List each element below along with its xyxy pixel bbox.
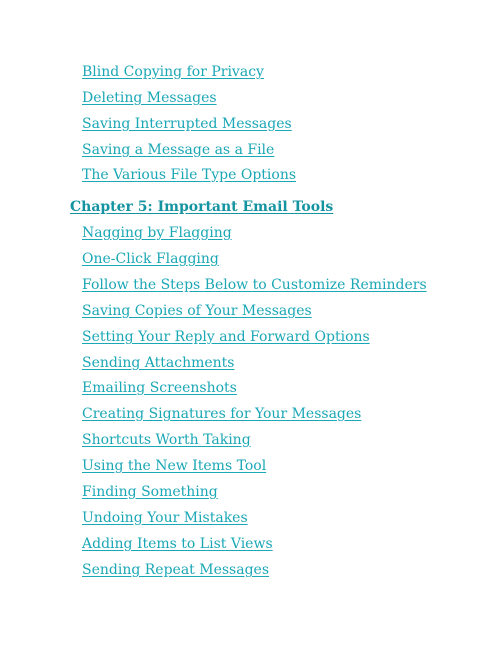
toc-link-finding-something[interactable]: Finding Something bbox=[82, 484, 218, 500]
toc-link-customize-reminders[interactable]: Follow the Steps Below to Customize Reminders bbox=[82, 277, 427, 293]
toc-link-blind-copying[interactable]: Blind Copying for Privacy bbox=[82, 64, 264, 80]
toc-link-undoing-mistakes[interactable]: Undoing Your Mistakes bbox=[82, 510, 248, 526]
toc-link-saving-interrupted[interactable]: Saving Interrupted Messages bbox=[82, 116, 292, 132]
toc-link-creating-signatures[interactable]: Creating Signatures for Your Messages bbox=[82, 406, 362, 422]
toc-link-saving-as-file[interactable]: Saving a Message as a File bbox=[82, 142, 275, 158]
toc-link-sending-attachments[interactable]: Sending Attachments bbox=[82, 355, 235, 371]
toc-link-new-items-tool[interactable]: Using the New Items Tool bbox=[82, 458, 267, 474]
toc-link-deleting-messages[interactable]: Deleting Messages bbox=[82, 90, 217, 106]
toc-link-repeat-messages[interactable]: Sending Repeat Messages bbox=[82, 562, 270, 578]
toc-link-saving-copies[interactable]: Saving Copies of Your Messages bbox=[82, 303, 312, 319]
toc-link-list-views[interactable]: Adding Items to List Views bbox=[82, 536, 273, 552]
toc-link-nagging-flagging[interactable]: Nagging by Flagging bbox=[82, 225, 232, 241]
toc-link-emailing-screenshots[interactable]: Emailing Screenshots bbox=[82, 380, 237, 396]
toc-link-file-type-options[interactable]: The Various File Type Options bbox=[82, 167, 297, 183]
toc-link-reply-forward-options[interactable]: Setting Your Reply and Forward Options bbox=[82, 329, 370, 345]
toc-link-one-click-flagging[interactable]: One-Click Flagging bbox=[82, 251, 219, 267]
toc-chapter-5-title[interactable]: Chapter 5: Important Email Tools bbox=[70, 199, 334, 215]
toc-link-shortcuts[interactable]: Shortcuts Worth Taking bbox=[82, 432, 251, 448]
